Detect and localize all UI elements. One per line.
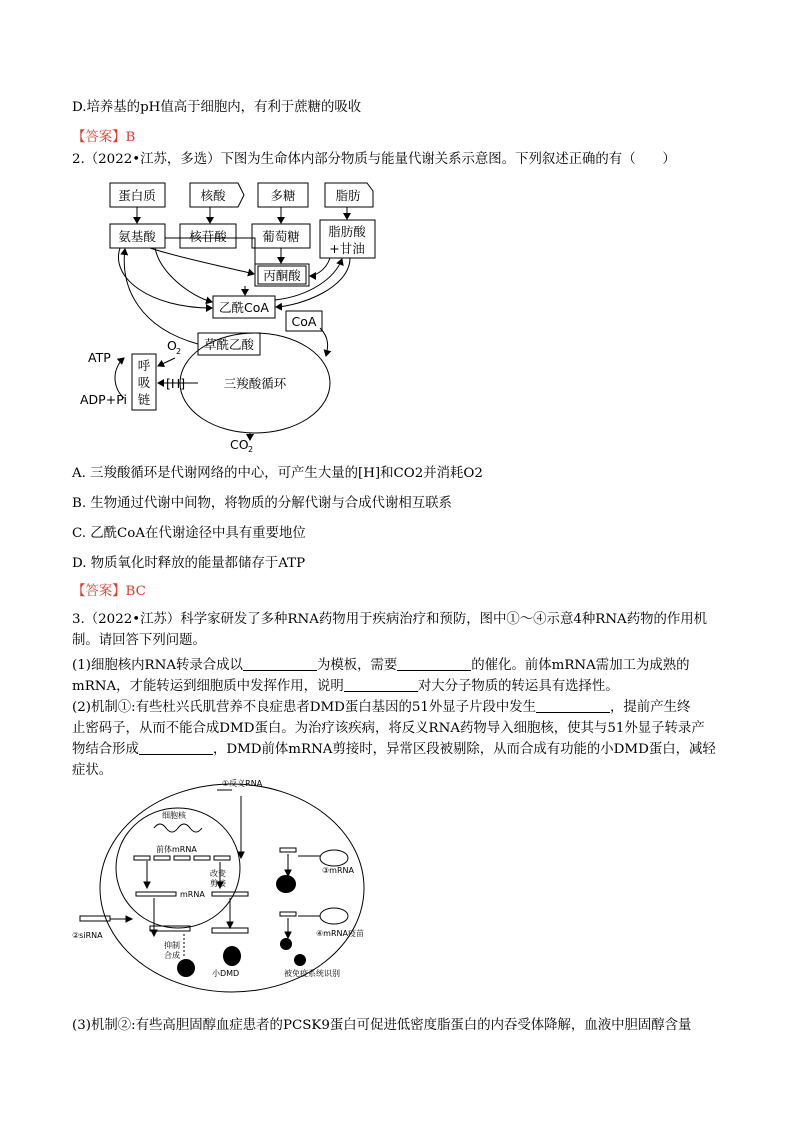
label-small-dmd: 小DMD — [212, 969, 240, 978]
label-pre-mrna: 前体mRNA — [156, 845, 197, 854]
label-fatty-acid: 脂肪酸 — [328, 224, 366, 239]
label-h: [H] — [166, 376, 186, 391]
question-3-stem-1: 3.（2022•江苏）科学家研发了多种RNA药物用于疾病治疗和预防，图中①～④示意4种RNA药物的作用机 — [72, 612, 708, 627]
label-glucose: 葡萄糖 — [262, 229, 300, 244]
label-nucleotide: 核苷酸 — [189, 229, 227, 244]
option-c: C. 乙酰CoA在代谢途径中具有重要地位 — [72, 526, 306, 541]
metabolism-diagram — [80, 178, 380, 453]
label-vaccine: ④mRNA疫苗 — [316, 929, 364, 938]
answer-q1: 【答案】B — [72, 130, 136, 145]
label-acetyl-coa: 乙酰CoA — [219, 300, 269, 315]
q3-part2-line3: 物结合形成 ，DMD前体mRNA剪接时，异常区段被剔除，从而合成有功能的小DMD蛋白，减轻 — [72, 742, 716, 757]
q3-part2-line4: 症状。 — [72, 763, 113, 778]
label-pyruvate: 丙酮酸 — [263, 268, 301, 283]
option-b: B. 生物通过代谢中间物，将物质的分解代谢与合成代谢相互联系 — [72, 496, 452, 511]
option-a: A. 三羧酸循环是代谢网络的中心，可产生大量的[H]和CO2并消耗O2 — [72, 466, 483, 481]
label-mrna: mRNA — [180, 890, 205, 899]
label-o2-sub: 2 — [176, 347, 182, 356]
option-d-q2: D. 物质氧化时释放的能量都储存于ATP — [72, 556, 306, 571]
label-adp: ADP+Pi — [80, 392, 127, 407]
label-antisense: ①反义RNA — [222, 779, 263, 788]
q3-part1-line2: mRNA，才能转运到细胞质中发挥作用，说明 对大分子物质的转运具有选择性。 — [72, 679, 619, 694]
label-inhibit-1: 抑制 — [164, 941, 180, 950]
q3-part2-line2: 止密码子，从而不能合成DMD蛋白。为治疗该疾病，将反义RNA药物导入细胞核，使其与51外显子转录产 — [72, 721, 705, 736]
label-o2: O — [167, 338, 177, 353]
rna-drug-mechanism-diagram — [72, 776, 392, 996]
label-inhibit-2: 合成 — [164, 951, 180, 960]
label-atp: ATP — [88, 350, 111, 365]
label-change-2: 剪接 — [210, 879, 226, 888]
q3-part1-line1: (1)细胞核内RNA转录合成以 为模板，需要 的催化。前体mRNA需加工为成熟的 — [72, 658, 690, 673]
label-coa: CoA — [291, 314, 317, 329]
label-co2-sub: 2 — [248, 445, 254, 453]
blank[interactable] — [243, 656, 317, 671]
question-3-stem-2: 制。请回答下列问题。 — [72, 633, 206, 648]
blank[interactable] — [344, 677, 418, 692]
label-amino-acid: 氨基酸 — [118, 229, 156, 244]
label-nucleus: 细胞核 — [162, 811, 186, 820]
label-chain-3: 链 — [137, 392, 151, 407]
blank[interactable] — [536, 698, 610, 713]
blank[interactable] — [139, 740, 213, 755]
label-sirna: ②siRNA — [72, 931, 103, 940]
q3-part3-line1: (3)机制②:有些高胆固醇血症患者的PCSK9蛋白可促进低密度脂蛋白的内吞受体降解，血液中胆固醇含量 — [72, 1018, 692, 1033]
label-fat: 脂肪 — [335, 188, 361, 203]
label-tca-cycle: 三羧酸循环 — [223, 376, 287, 391]
option-d: D.培养基的pH值高于细胞内，有利于蔗糖的吸收 — [72, 100, 362, 115]
label-change-1: 改变 — [210, 869, 226, 878]
label-protein: 蛋白质 — [118, 188, 156, 203]
label-nucleic-acid: 核酸 — [200, 188, 226, 203]
label-oxaloacetate: 草酰乙酸 — [203, 337, 255, 352]
blank[interactable] — [397, 656, 471, 671]
label-chain-2: 吸 — [137, 375, 151, 390]
label-glycerol: +甘油 — [329, 241, 365, 256]
label-co2: CO — [230, 437, 249, 452]
label-immune: 被免疫系统识别 — [284, 969, 340, 978]
label-polysaccharide: 多糖 — [270, 188, 296, 203]
question-2-stem: 2.（2022•江苏，多选）下图为生命体内部分物质与能量代谢关系示意图。下列叙述正确的有（ ） — [72, 152, 676, 167]
q3-part2-line1: (2)机制①:有些杜兴氏肌营养不良症患者DMD蛋白基因的51外显子片段中发生 ，提前产生终 — [72, 700, 691, 715]
label-chain-1: 呼 — [137, 358, 151, 373]
answer-q2: 【答案】BC — [72, 584, 146, 599]
label-mrna-drug: ③mRNA — [322, 866, 354, 875]
